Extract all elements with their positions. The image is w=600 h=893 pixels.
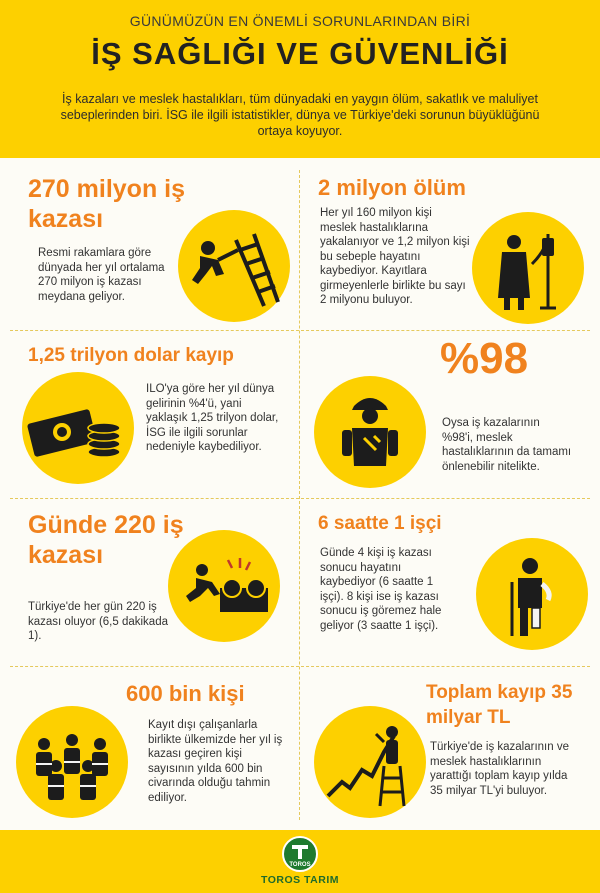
stat-card-2-million-deaths [300, 168, 600, 336]
stat-headline: 2 milyon ölüm [318, 175, 466, 200]
patient-iv-drip-icon [472, 212, 584, 324]
stat-headline: %98 [440, 334, 529, 383]
money-coins-icon [22, 372, 134, 484]
stats-grid [0, 158, 600, 830]
header-banner [0, 0, 600, 158]
stat-card-220-per-day [0, 504, 300, 672]
stat-headline: Toplam kayıp 35 milyar TL [426, 682, 573, 728]
stat-text: Resmi rakamlara göre dünyada her yıl ortalama 270 milyon iş kazası meydana geliyor. [38, 247, 165, 303]
workers-group-icon [16, 706, 128, 818]
page-title: İŞ SAĞLIĞI VE GÜVENLİĞİ [91, 36, 509, 71]
stat-text: Türkiye'de her gün 220 iş kazası oluyor (6,5 dakikada 1). [28, 601, 168, 642]
stat-card-98-percent [300, 336, 600, 504]
stat-card-35-billion [300, 672, 600, 840]
stat-headline: 600 bin kişi [126, 681, 245, 706]
stat-card-270-million [0, 168, 300, 336]
worker-wrench-icon [314, 376, 426, 488]
stat-text: Her yıl 160 milyon kişi meslek hastalıklarına yakalanıyor ve 1,2 milyon kişi bu sebeple hayatını kaybediyor. Kayıtlara girmeyenlerle birlikte bu sayı 2 milyonu buluyor. [320, 207, 470, 306]
brand-name: TOROS TARIM [260, 874, 340, 886]
stat-text: Günde 4 kişi iş kazası sonucu hayatını kaybediyor (6 saatte 1 işçi). 8 kişi ise iş kazası sonucu iş göremez hale geliyor (3 saatte 1 işçi). [320, 547, 442, 632]
rising-chart-person-icon [314, 706, 426, 818]
stat-text: Oysa iş kazalarının %98'i, meslek hastalıklarının da tamamı önlenebilir nitelikte. [442, 417, 572, 473]
toros-logo [282, 836, 318, 872]
header-intro: İş kazaları ve meslek hastalıkları, tüm dünyadaki en yaygın ölüm, sakatlık ve maluliyet sebeplerinden biri. İSG ile ilgili istatistikler, dünya ve Türkiye'deki sorunun büyüklüğünü ortaya koyuyor. [60, 92, 540, 138]
worker-falling-ladder-icon [178, 210, 290, 322]
stat-card-600-thousand [0, 672, 300, 840]
header-kicker: GÜNÜMÜZÜN EN ÖNEMLİ SORUNLARINDAN BİRİ [129, 13, 471, 29]
stat-headline: 1,25 trilyon dolar kayıp [28, 345, 234, 366]
worker-gears-accident-icon [168, 530, 280, 642]
stat-text: Kayıt dışı çalışanlarla birlikte ülkemizde her yıl iş kazası geçiren kişi sayısının yılda 600 bin civarında olduğu tahmin ediliyor. [148, 719, 283, 804]
logo-badge-text: TOROS [289, 862, 311, 868]
injured-crutch-icon [476, 538, 588, 650]
stat-card-1-25-trillion [0, 336, 300, 504]
stat-headline: 270 milyon iş kazası [28, 175, 186, 233]
stat-text: Türkiye'de iş kazalarının ve meslek hastalıklarının yarattığı toplam kayıp yılda 35 milyar TL'yi buluyor. [430, 741, 569, 797]
stat-text: ILO'ya göre her yıl dünya gelirinin %4'ü, yani yaklaşık 1,25 trilyon dolar, İSG ile ilgili sorunlar nedeniyle kaybediliyor. [146, 383, 279, 453]
stat-headline: 6 saatte 1 işçi [318, 513, 442, 534]
footer-banner [0, 830, 600, 893]
stat-card-6-hours [300, 504, 600, 672]
stat-headline: Günde 220 iş kazası [28, 511, 184, 569]
